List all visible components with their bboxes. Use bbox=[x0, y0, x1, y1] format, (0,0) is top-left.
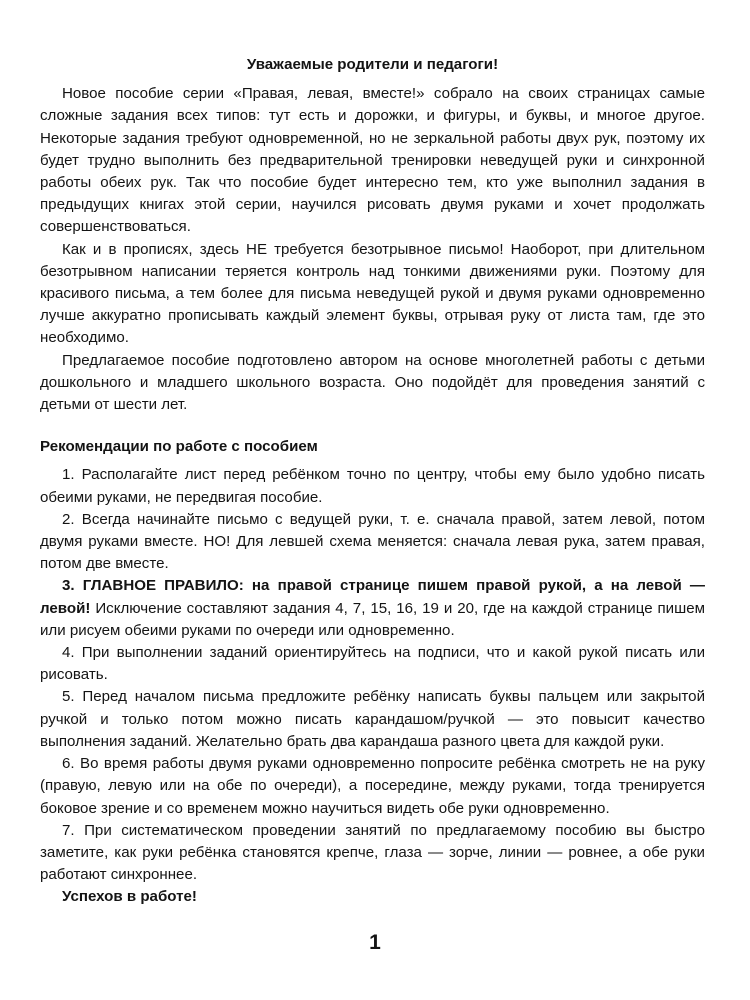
rule-number: 3. bbox=[62, 577, 75, 595]
recommendation-item: 1. Располагайте лист перед ребёнком точно по центру, чтобы ему было удобно писать обеими руками, не передвигая пособие. bbox=[40, 466, 705, 506]
recommendation-item: 5. Перед началом письма предложите ребёнку написать буквы пальцем или закрытой ручкой и только потом можно писать карандашом/ручкой — это повысит качество выполнения заданий. Желательно брать два карандаша разного цвета для каждой руки. bbox=[40, 688, 705, 750]
recommendation-item-main-rule bbox=[40, 575, 705, 642]
rule-exception-text: Исключение составляют задания 4, 7, 15, 16, 19 и 20, где на каждой странице пишем или рисуем обеими руками по очереди или одновременно. bbox=[40, 599, 705, 639]
recommendation-item: 2. Всегда начинайте письмо с ведущей руки, т. е. сначала правой, затем левой, потом двумя руками вместе. НО! Для левшей схема меняется: сначала левая рука, затем правая, потом две вместе. bbox=[40, 510, 705, 573]
page-title: Уважаемые родители и педагоги! bbox=[246, 56, 499, 73]
intro-paragraph: Предлагаемое пособие подготовлено автором на основе многолетней работы с детьми дошкольного и младшего школьного возраста. Оно подойдёт для проведения занятий с детьми от шести лет. bbox=[40, 351, 705, 414]
recommendations-heading: Рекомендации по работе с пособием bbox=[40, 438, 318, 456]
recommendation-item: 4. При выполнении заданий ориентируйтесь на подписи, что и какой рукой писать или рисовать. bbox=[40, 644, 705, 684]
closing-wish: Успехов в работе! bbox=[62, 888, 197, 906]
page-content bbox=[40, 54, 705, 909]
intro-paragraph: Новое пособие серии «Правая, левая, вместе!» собрало на своих страницах самые сложные задания всех типов: тут есть и дорожки, и фигуры, и буквы, и многое другое. Некоторые задания требуют одновременной, но не зеркальной работы двух рук, поэтому их будет трудно выполнить без предварительной тренировки неведущей руки и синхронной работы обеих рук. Так что пособие будет интересно тем, кто уже выполнил задания в предыдущих книгах этой серии, научился рисовать двумя руками и хочет продолжать совершенствоваться. bbox=[40, 85, 705, 236]
intro-paragraph: Как и в прописях, здесь НЕ требуется безотрывное письмо! Наоборот, при длительном безотрывном написании теряется контроль над тонкими движениями руки. Поэтому для красивого письма, а тем более для письма неведущей рукой и двумя руками одновременно лучше аккуратно прописывать каждый элемент буквы, отрывая руку от листа там, где это необходимо. bbox=[40, 240, 705, 347]
recommendation-item: 7. При систематическом проведении занятий по предлагаемому пособию вы быстро заметите, как руки ребёнка становятся крепче, глаза — зорче, линии — ровнее, а обе руки работают синхроннее. bbox=[40, 821, 705, 884]
main-rule-text: ГЛАВНОЕ ПРАВИЛО: на правой странице пишем правой рукой, а на левой — левой! bbox=[40, 577, 705, 617]
page-number: 1 bbox=[369, 931, 381, 954]
recommendation-item: 6. Во время работы двумя руками одновременно попросите ребёнка смотреть не на руку (правую, левую или на обе по очереди), а посередине, между руками, тогда тренируется боковое зрение и со временем можно научиться видеть обе руки одновременно. bbox=[40, 755, 705, 817]
